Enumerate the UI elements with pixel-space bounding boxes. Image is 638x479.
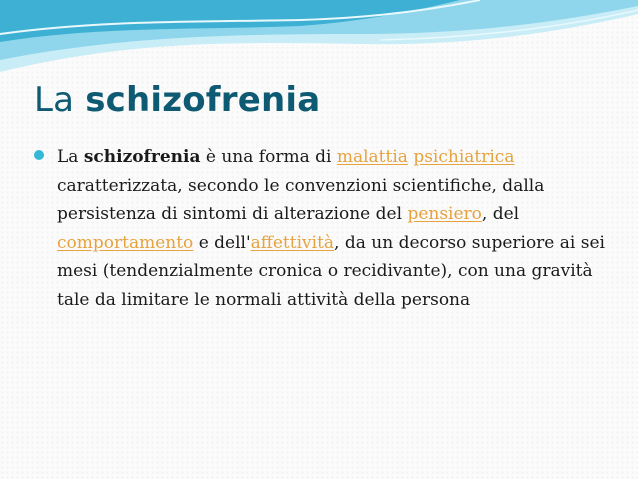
text-segment: è una forma di (200, 147, 337, 167)
slide-title (34, 80, 320, 120)
keyword-schizofrenia: schizofrenia (83, 147, 201, 167)
link-pensiero[interactable]: pensiero (407, 204, 482, 224)
link-malattia[interactable]: malattia (336, 147, 408, 167)
bullet-item (34, 143, 614, 314)
title-lead: La (34, 80, 75, 120)
title-emphasis: schizofrenia (85, 80, 321, 120)
bullet-text (57, 143, 614, 314)
text-segment: caratterizzata, secondo le convenzioni scientifiche, dalla persistenza di sintomi di alterazione del (57, 175, 545, 224)
text-segment: e dell' (193, 232, 251, 253)
text-segment: , da un decorso superiore ai sei mesi (tendenzialmente cronica o recidivante), con una gravità tale da limitare le normali attività della persona (57, 232, 605, 310)
link-affettivita[interactable]: affettività (250, 232, 335, 253)
header-wave-decoration (0, 0, 638, 80)
link-comportamento[interactable]: comportamento (57, 232, 194, 253)
text-segment: , del (481, 204, 520, 224)
bullet-dot-icon (34, 150, 44, 160)
link-psichiatrica[interactable]: psichiatrica (413, 147, 515, 167)
text-segment: La (57, 147, 84, 167)
